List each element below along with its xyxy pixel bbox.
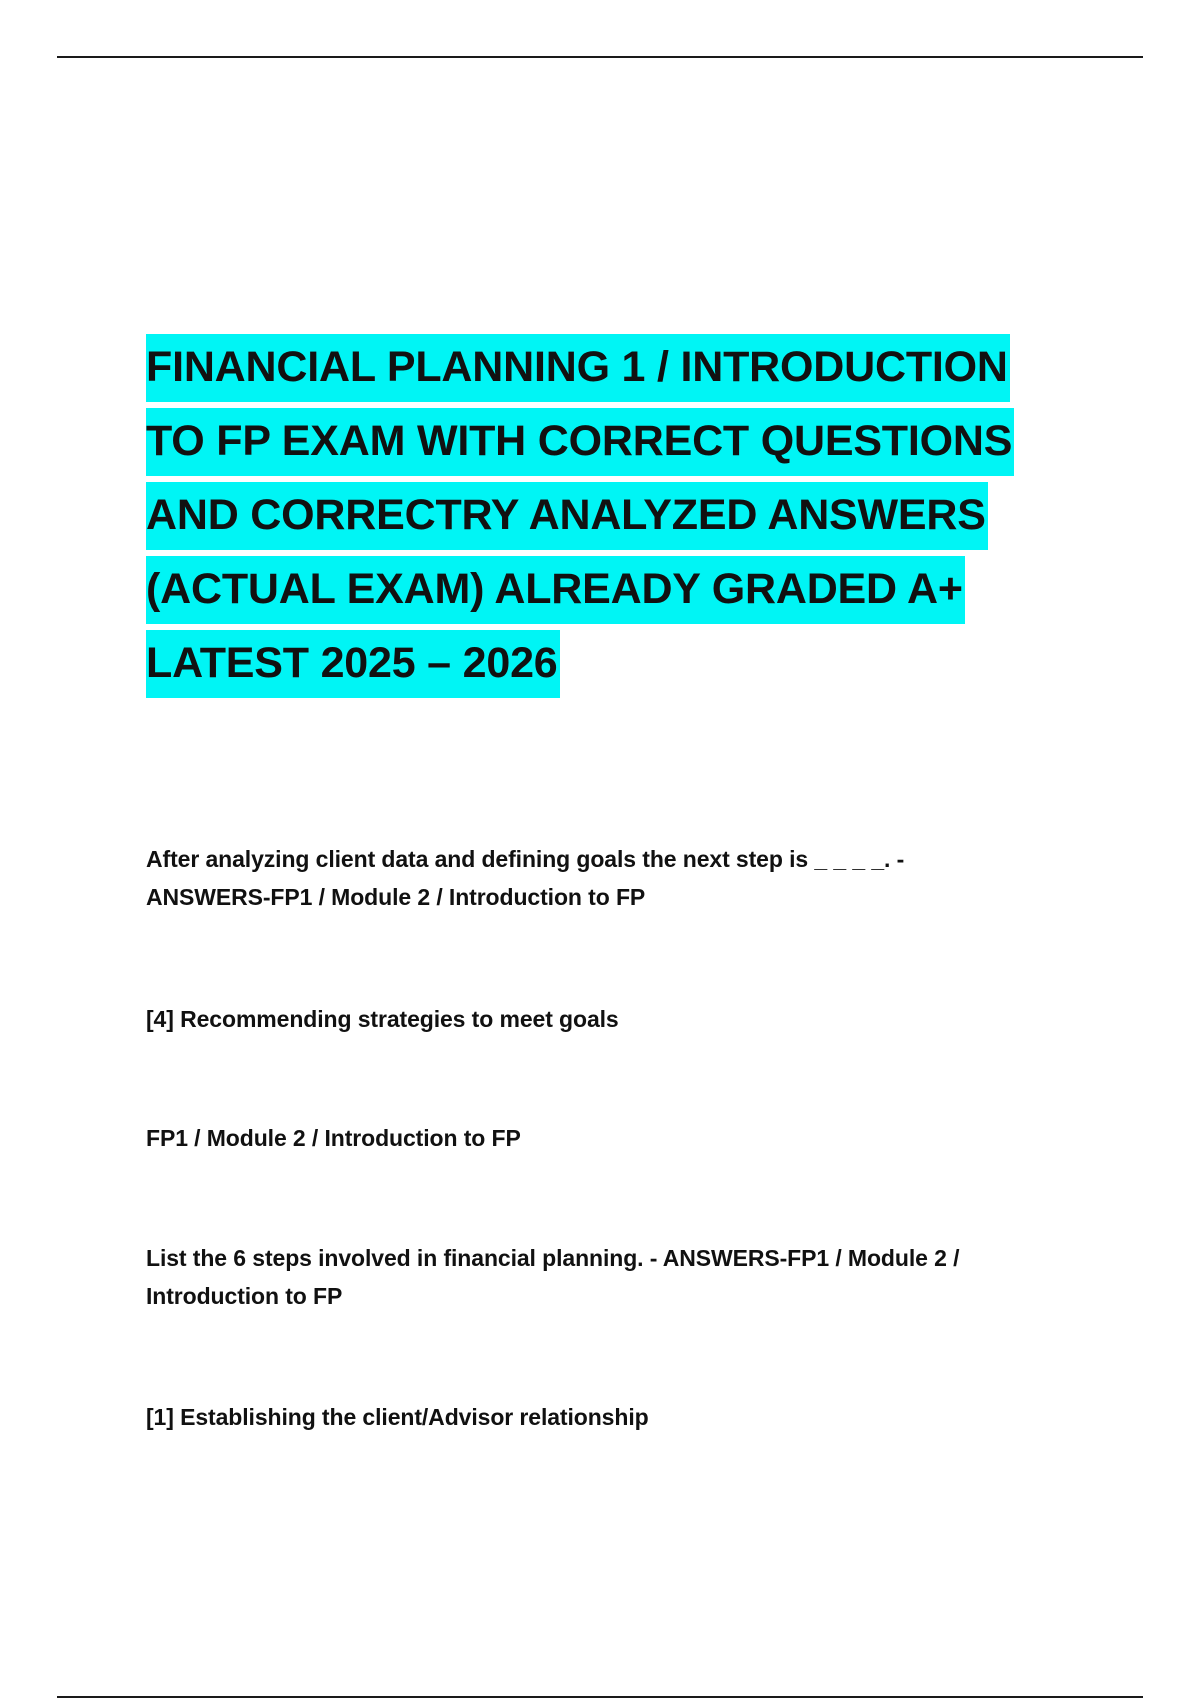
reference-paragraph [146,1119,1046,1157]
answer-paragraph [146,1000,1046,1038]
title-line: TO FP EXAM WITH CORRECT QUESTIONS [146,408,1014,476]
reference-line: FP1 / Module 2 / Introduction to FP [146,1125,521,1151]
question-paragraph [146,1239,1046,1315]
bottom-rule [57,1696,1143,1698]
answer-line: [1] Establishing the client/Advisor relationship [146,1404,649,1430]
question-line: List the 6 steps involved in financial planning. - ANSWERS-FP1 / Module 2 / [146,1245,960,1271]
title-line: FINANCIAL PLANNING 1 / INTRODUCTION [146,334,1010,402]
title-line: (ACTUAL EXAM) ALREADY GRADED A+ [146,556,965,624]
title-line: LATEST 2025 – 2026 [146,630,560,698]
answer-line: [4] Recommending strategies to meet goals [146,1006,619,1032]
top-rule [57,56,1143,58]
document-title [146,330,1106,700]
question-paragraph [146,840,1046,916]
question-line: ANSWERS-FP1 / Module 2 / Introduction to FP [146,884,646,910]
question-line: Introduction to FP [146,1283,343,1309]
answer-paragraph [146,1398,1046,1436]
question-line: After analyzing client data and defining goals the next step is _ _ _ _. - [146,846,905,872]
title-line: AND CORRECTRY ANALYZED ANSWERS [146,482,988,550]
